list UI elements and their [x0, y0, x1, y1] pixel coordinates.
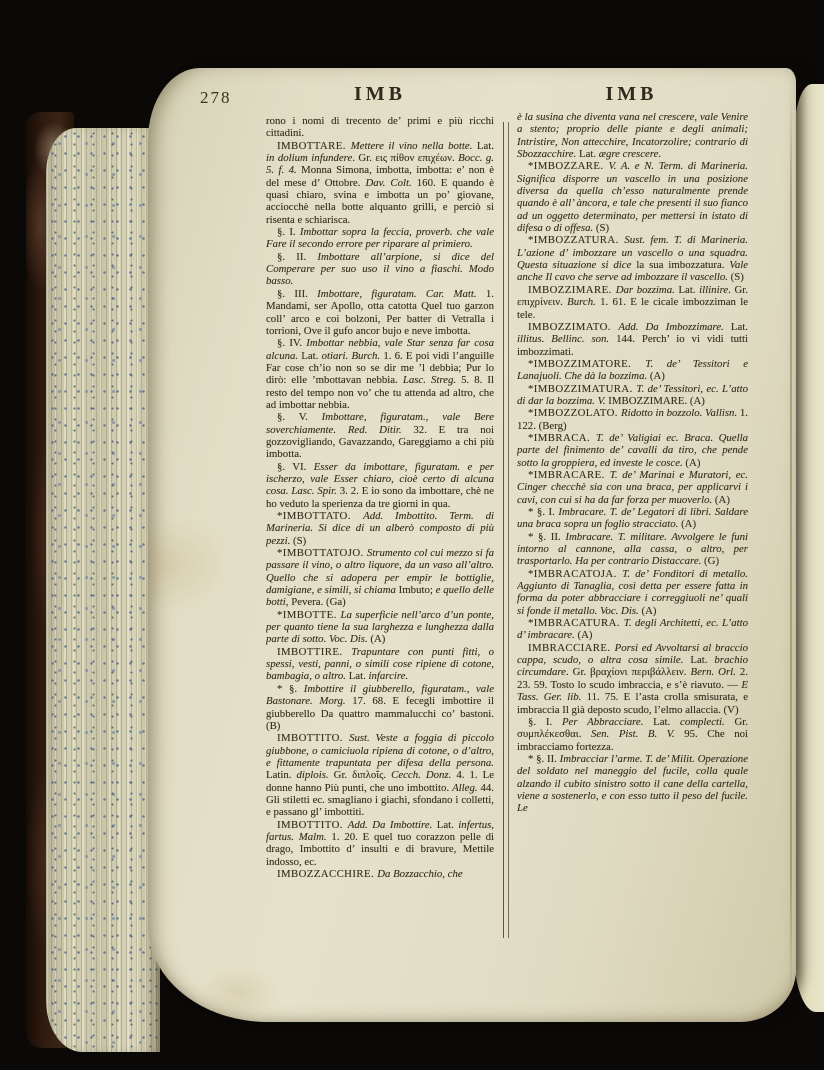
text-column-left [266, 115, 494, 947]
text-segment: Lat. [653, 715, 681, 728]
dictionary-entry [517, 617, 748, 642]
text-segment: Imbottar sopra la feccia, proverb. che vale Fare il secondo errore per riparare al primiero. [266, 226, 494, 251]
text-segment: Imbracare. T. militare. Avvolgere le funi intorno al cannone, alla cassa, o altro, per trasportarlo. Ha per contrario Distaccare. [517, 530, 748, 568]
text-segment: rono i nomi di trecento de’ primi e più ricchi cittadini. [266, 115, 494, 140]
text-segment: *IMBOTTATOJO. [277, 547, 367, 560]
text-segment: E Tass. Ger. lib. [517, 678, 748, 704]
running-head-left: IMB [354, 83, 406, 105]
text-segment: infertus, fartus. Malm. [266, 818, 494, 843]
text-segment: *IMBRACATOJA. [528, 567, 623, 580]
text-segment: illitus. Bellinc. son. [517, 333, 617, 346]
column-divider-rule [503, 122, 509, 938]
text-segment: §. V. [277, 411, 322, 424]
text-segment: (A) [641, 604, 657, 617]
dictionary-entry [517, 506, 748, 531]
text-segment: 4. 1. Le donne hanno Più punti, che uno imbottito. [266, 769, 494, 794]
text-segment: Dar bozzima. [615, 283, 679, 296]
text-segment: IMBOZZIMARE. (A) [608, 394, 705, 407]
text-segment: Bocc. g. 5. f. 4. [266, 152, 494, 177]
text-segment: Gr. διπλοΐς. [333, 769, 392, 782]
text-segment: 1. 6. E poi vidi l’anguille Far cose ch’io non so se dir me ’l debbia; Pur lo dirò: elle ’mbottavan nebbia. [266, 349, 494, 387]
text-segment: *IMBRACATURA. [528, 617, 624, 630]
dictionary-entry [517, 284, 748, 321]
text-segment: Add. Imbottito. Term. di Marineria. Si dice di un alberò composto di più pezzi. [266, 510, 494, 547]
text-segment: 2. 23. 59. Tosto lo scudo imbraccia, e s’è riavuto. — [517, 666, 748, 691]
text-segment: diplois. [296, 769, 334, 782]
text-segment: 44. Gli stiletti ec. smagliano i giachi, sfondano i colletti, e passano gl’ imbottiti. [266, 781, 494, 819]
text-segment: Monna Simona, imbotta, imbotta: e’ non è del mese d’ Ottobre. [266, 164, 494, 189]
text-segment: illinire [699, 283, 729, 296]
text-segment: Lasc. Streg. [402, 374, 462, 387]
text-segment: V. A. e N. Term. di Marineria. Significa disporre un vascello in una posizione diversa da quella ch’esso naturalmente prende quando è all’ àncora, e tale che presenti il suo fianco ad un oggetto determinato, per mettersi in istato di difesa o di offesa. [517, 160, 748, 235]
text-segment: §. VI. [277, 460, 314, 473]
text-segment: IMBOZZACCHIRE. [277, 867, 378, 880]
text-segment: (A) [577, 629, 593, 642]
text-segment: *IMBOTTATO. [277, 510, 364, 522]
dictionary-entry [517, 383, 748, 408]
dictionary-entry [517, 568, 748, 617]
text-segment: Burch. [567, 296, 601, 309]
text-segment: 32. E tra noi gozzovigliando, Gavazzando, Gareggiamo a chi più imbotta. [266, 423, 494, 461]
text-segment: Bern. Orl. [690, 666, 740, 679]
dictionary-entry [517, 407, 748, 432]
text-segment: T. de’ Tessitori e Lanajuoli. Che dà la bozzima. [517, 357, 748, 383]
text-segment: Sen. Pist. B. V. [590, 728, 685, 741]
text-segment: e quello delle botti [266, 584, 494, 609]
text-segment: otiari. Burch. [321, 349, 384, 362]
dictionary-entry [517, 642, 748, 716]
text-segment: Add. Da Imbottire. [347, 818, 437, 831]
text-segment: Lat. [436, 818, 459, 831]
text-segment: Da Bozzacchio, che [377, 867, 463, 880]
text-segment: IMBOTTITO. [277, 732, 350, 745]
text-segment: IMBOTTARE. [277, 139, 351, 152]
text-segment: Per Abbracciare. [561, 715, 654, 728]
dictionary-entry [266, 226, 494, 251]
text-segment: IMBOZZIMATO. [528, 320, 619, 333]
text-segment: 3. 2. E io sono da imbottare, chè ne ho veduto la sperienza da tre giorni in qua. [266, 485, 494, 510]
text-segment: Sust. Veste a foggia di piccolo giubbone, o camiciuola ripiena di cotone, o d’altro, e fittamente trapuntata per difesa della persona. [266, 732, 494, 769]
page-edge-stack [46, 128, 160, 1052]
dictionary-entry [266, 547, 494, 609]
text-segment: *IMBRACA. [528, 431, 596, 444]
text-segment: Imbracare. T. de’ Legatori di libri. Saldare una braca sopra un foglio stracciato. [517, 506, 748, 531]
text-segment: . Gr. επιχρίνειν. [517, 283, 748, 309]
text-segment: IMBOZZIMARE. [528, 283, 616, 296]
text-segment: Lat. [348, 670, 369, 683]
text-segment: brachio circumdare [517, 654, 748, 679]
text-segment: Add. Da Imbozzimare. [618, 320, 731, 333]
text-segment: Imbottare, figuratam., vale Bere soverchiamente. Red. Ditir. [266, 411, 494, 436]
text-segment: Imbottare, figuratam. Car. Matt. [317, 287, 486, 300]
text-column-right [517, 111, 748, 947]
text-segment: 17. 68. E fecegli imbottire il giubberello Da quattro mammalucchi co’ bastoni. (B) [266, 695, 494, 732]
text-segment: Sust. fem. T. di Marineria. L’azione d’ imbozzare un vascello o una squadra. Questa situazione si dice [517, 234, 748, 272]
text-segment: T. de’ Marinai e Muratori, ec. Cinger checchè sia con una braca, per applicarvi i cavi, con cui si ha da far forza per muoverlo. [517, 468, 748, 506]
page-number: 278 [200, 88, 232, 107]
text-segment: Gr. συμπλέκεσθαι. [517, 715, 748, 741]
text-segment: IMBRACCIARE. [528, 641, 615, 654]
text-segment: 11. 75. E l’asta crolla smisurata, e imbraccia Il già deposto scudo, l’elmo allaccia. (V) [517, 691, 748, 716]
text-segment: *IMBOZZIMATURA. [528, 382, 637, 395]
text-segment: Lat. [678, 283, 700, 296]
text-segment: §. IV. [277, 337, 307, 350]
text-segment: §. I. [277, 226, 300, 239]
text-segment: §. III. [277, 287, 318, 300]
running-head-right: IMB [605, 83, 658, 105]
text-segment: Imbracciar l’arme. T. de’ Milit. Operazione del soldato nel maneggio del fucile, colla quale alzando il cubito sinistro sotto il cane della cartella, viene a sostenerlo, e con esso tutto il peso del fucile. Le [517, 752, 748, 815]
text-segment: . Gr. εις πίθον επιχέων. [352, 152, 459, 165]
text-segment: Lat. [578, 148, 599, 161]
text-segment: Porsi ed Avvoltarsi al braccio cappa, scudo, o altra cosa simile. [517, 641, 748, 667]
text-segment: Trapuntare con punti fitti, o spessi, vesti, panni, o simili cose ripiene di cotone, bambagia, o altro. [266, 645, 494, 683]
text-segment: Dav. Colt. [365, 176, 417, 189]
text-segment: (A) [714, 493, 730, 506]
text-segment: Strumento col cui mezzo si fa passare il vino, o altro liquore, da un vaso all’altro. Quello che si adopera per empir le bottiglie, damigiane, e simili, si chiama [266, 547, 494, 597]
text-segment: Lat. [301, 349, 322, 362]
text-segment: Alleg. [452, 781, 481, 794]
text-segment: * §. II. [528, 752, 560, 765]
text-segment: (A) [370, 633, 386, 646]
text-segment: IMBOTTITO. [277, 818, 348, 831]
dictionary-entry [517, 234, 748, 283]
dictionary-entry [266, 646, 494, 683]
dictionary-entry [517, 358, 748, 383]
dictionary-entry [266, 251, 494, 288]
text-segment: Imbottar nebbia, vale Star senza far cosa alcuna. [266, 337, 494, 362]
text-segment: §. II. [277, 250, 318, 263]
text-segment: Vale anche Il cavo che serve ad imbozzare il vascello. [517, 259, 748, 284]
text-segment: (A) [649, 370, 665, 383]
text-segment: * §. I. [528, 506, 559, 518]
text-segment: Lat. [690, 654, 715, 667]
dictionary-entry [517, 321, 748, 358]
text-segment: T. de’ Tessitori, ec. L’atto di dar la bozzima. V. [517, 382, 748, 407]
dictionary-entry [266, 288, 494, 337]
text-segment: Latin. [266, 769, 297, 782]
text-segment: §. I. [528, 715, 562, 728]
text-segment: La superficie nell’arco d’un ponte, per quanto tiene la sua larghezza e lunghezza dalla parte di sotto. Voc. Dis. [266, 608, 494, 646]
text-segment: 1. 20. E quel tuo corazzon pelle di drago, Imbottito d’ insulti e di bravure, Mettile indosso, ec. [266, 830, 494, 868]
text-segment: 1. 122. (Berg) [517, 407, 748, 432]
dictionary-entry [266, 411, 494, 460]
text-segment: Ridotto in bozzolo. Vallisn. [621, 407, 740, 420]
dictionary-entry [266, 115, 494, 140]
text-segment: (G) [704, 555, 720, 568]
text-segment: 5. 8. Il resto del tempo non vo’ che tu attenda ad altro, che ad imbottar nebbia. [266, 374, 494, 411]
dictionary-entry [266, 868, 494, 880]
text-segment: Imbottire il giubberello, figuratam., vale Bastonare. Morg. [266, 682, 494, 708]
text-segment: Cecch. Donz. [391, 769, 457, 782]
dictionary-entry [266, 732, 494, 818]
text-segment: T. de’ Fonditori di metallo. Aggiunto di Tanaglia, così detta per essere fatta in forma da poter abbracciare i correggiuoli ne’ quali si fonde il metallo. Voc. Dis. [517, 567, 748, 617]
dictionary-entry [266, 337, 494, 411]
text-segment: *IMBOZZARE. [528, 160, 609, 173]
text-segment: Imbuto; [398, 584, 436, 597]
dictionary-entry [517, 469, 748, 506]
dictionary-entry [266, 140, 494, 226]
text-segment: 1. Mandami, ser Apollo, otta catotta Quel tuo garzon coll’ arco e coi bolzoni, Per batter di Vetralla i torrioni, Ove il gufo ancor bujo e neve imbotta. [266, 287, 494, 337]
text-segment: 144. Perch’ io vi vidi tutti imbozzimati. [517, 333, 748, 358]
dictionary-entry [266, 461, 494, 510]
dictionary-entry [266, 609, 494, 646]
dictionary-entry [517, 753, 748, 815]
dictionary-entry [517, 531, 748, 568]
dictionary-entry [517, 432, 748, 469]
text-segment: * §. [277, 682, 304, 695]
text-segment: 1. 61. E le cicale imbozziman le tele. [517, 296, 748, 321]
text-segment: *IMBOZZOLATO. [528, 407, 621, 420]
dictionary-entry [266, 510, 494, 547]
text-segment: (S) [595, 222, 610, 235]
text-segment: ægre crescere. [598, 148, 662, 161]
text-segment: *IMBOZZATURA. [528, 234, 625, 247]
facing-page-edge [794, 84, 824, 1012]
dictionary-entry [517, 716, 748, 753]
text-segment: *IMBRACARE. [528, 468, 610, 481]
text-segment: (S) [730, 271, 744, 284]
text-segment: Lat. [730, 320, 748, 333]
dictionary-entry [266, 683, 494, 732]
text-segment: infarcire. [368, 670, 409, 683]
text-segment: 160. E quando è quasi chiaro, svina e imbotta un po’ giovane, acciocchè nella botte alquanto grilli, e perciò si risenta e schiarisca. [266, 176, 494, 226]
text-segment: in dolium infundere [266, 152, 353, 165]
text-segment: T. de’ Valigiai ec. Braca. Quella parte del finimento de’ cavalli da tiro, che pende sotto la groppiera, ed investe le cosce. [517, 431, 748, 469]
book-page [148, 68, 796, 1022]
text-segment: * §. II. [528, 530, 566, 543]
text-segment: Imbottare all’arpione, si dice del Comperare per suo uso il vino a fiaschi. Modo basso. [266, 250, 494, 288]
text-segment: Mettere il vino nella botte. [350, 139, 473, 152]
text-segment: (A) [681, 518, 697, 531]
text-segment: (S) [293, 534, 307, 547]
text-segment: Esser da imbottare, figuratam. e per ischerzo, vale Esser chiaro, cioè certo di alcuna cosa. Lasc. Spir. [266, 460, 494, 498]
text-segment: (A) [685, 456, 701, 469]
text-segment: IMBOTTIRE. [277, 645, 352, 658]
text-segment: è la susina che diventa vana nel crescere, vale Venire a stento; proprio delle piante e degli animali; Intristire, Non attecchire, Incatorzolire; contrario di Sbozzacchire. [517, 111, 748, 161]
text-segment: *IMBOTTE. [277, 608, 341, 621]
text-segment: la sua imbozzatura. [636, 259, 730, 272]
dictionary-entry [517, 111, 748, 160]
text-segment: complecti. [680, 715, 735, 728]
text-segment: *IMBOZZIMATORE. [528, 357, 646, 370]
text-segment: 95. Che noi imbracciamo fortezza. [517, 728, 748, 753]
dictionary-entry [266, 819, 494, 868]
text-segment: T. degli Architetti, ec. L’atto d’ imbracare. [517, 617, 748, 642]
text-segment: . Gr. βραχίονι περιβάλλειν. [565, 666, 691, 679]
text-segment: , Pevera. (Ga) [285, 596, 346, 609]
text-segment: Lat. [472, 139, 494, 152]
dictionary-entry [517, 160, 748, 234]
